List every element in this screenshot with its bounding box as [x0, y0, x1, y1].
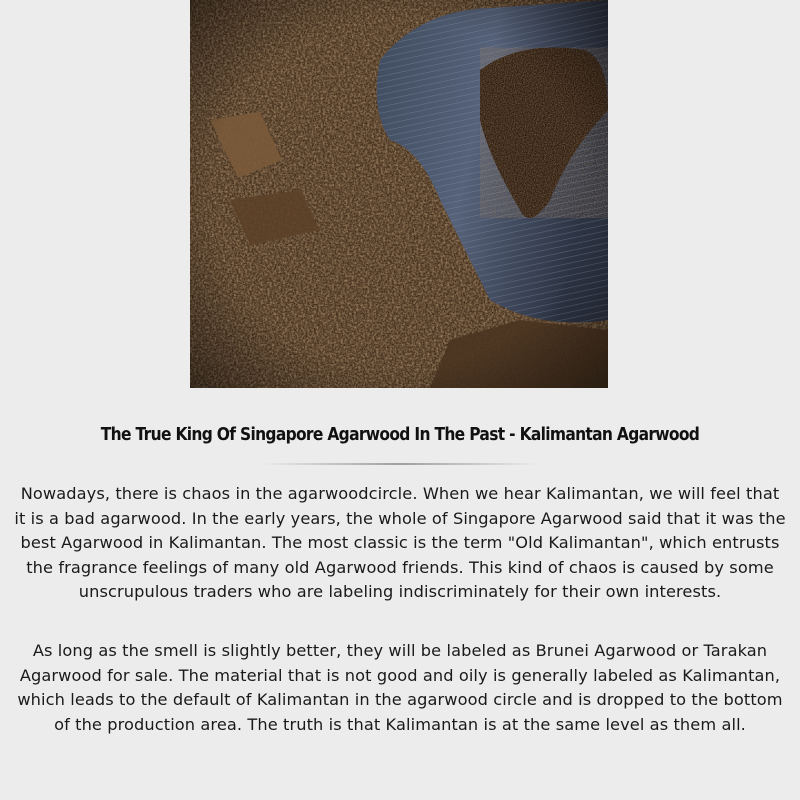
article-paragraph-2: As long as the smell is slightly better, they will be labeled as Brunei Agarwood or Tarakan Agarwood for sale. The material that is not good and oily is generally labeled as Kalimantan, which leads to the default of Kalimantan in the agarwood circle and is dropped to the bottom of the production area. The truth is that Kalimantan is at the same level as them all. — [17, 641, 783, 734]
article-paragraph-1: Nowadays, there is chaos in the agarwoodcircle. When we hear Kalimantan, we will feel that it is a bad agarwood. In the early years, the whole of Singapore Agarwood said that it was the best Agarwood in Kalimantan. The most classic is the term "Old Kalimantan", which entrusts the fragrance feelings of many old Agarwood friends. This kind of chaos is caused by some unscrupulous traders who are labeling indiscriminately for their own interests. — [14, 484, 786, 601]
title-divider — [262, 463, 538, 465]
article-title: The True King Of Singapore Agarwood In The Past - Kalimantan Agarwood — [100, 424, 700, 445]
agarwood-photo — [190, 0, 608, 388]
